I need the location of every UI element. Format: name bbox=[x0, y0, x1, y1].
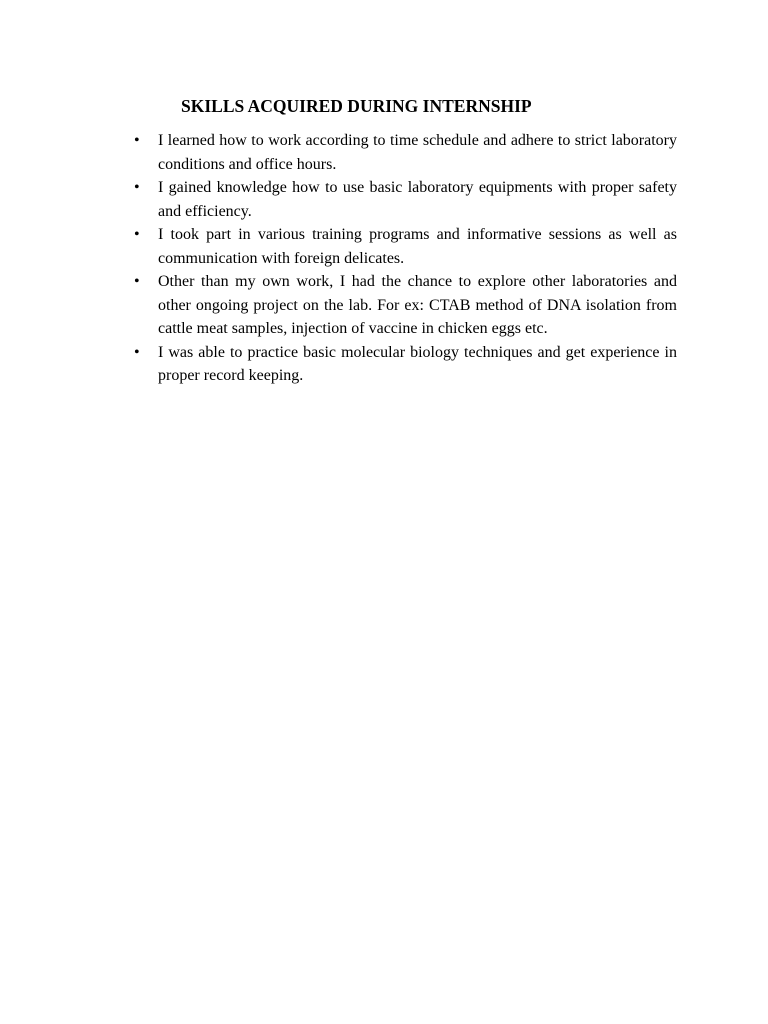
list-item-text: I was able to practice basic molecular biology techniques and get experience in proper record keeping. bbox=[158, 343, 677, 384]
list-item-text: I gained knowledge how to use basic laboratory equipments with proper safety and efficiency. bbox=[158, 179, 677, 220]
list-item bbox=[0, 270, 677, 341]
list-item bbox=[0, 129, 677, 176]
bullet-icon: • bbox=[134, 132, 140, 149]
bullet-icon: • bbox=[134, 273, 140, 290]
bullet-icon: • bbox=[134, 179, 140, 196]
bullet-icon: • bbox=[134, 226, 140, 243]
list-item-text: I learned how to work according to time schedule and adhere to strict laboratory conditions and office hours. bbox=[158, 132, 677, 173]
list-item-text: Other than my own work, I had the chance to explore other laboratories and other ongoing project on the lab. For ex: CTAB method of DNA isolation from cattle meat samples, injection of vaccine in chicken eggs etc. bbox=[158, 273, 677, 337]
list-item bbox=[0, 341, 677, 388]
list-item bbox=[0, 176, 677, 223]
list-item bbox=[0, 223, 677, 270]
bullet-icon: • bbox=[134, 343, 140, 361]
skills-list bbox=[0, 129, 768, 388]
list-item-text: I took part in various training programs and informative sessions as well as communication with foreign delicates. bbox=[158, 226, 677, 267]
page-title: SKILLS ACQUIRED DURING INTERNSHIP bbox=[181, 96, 532, 116]
